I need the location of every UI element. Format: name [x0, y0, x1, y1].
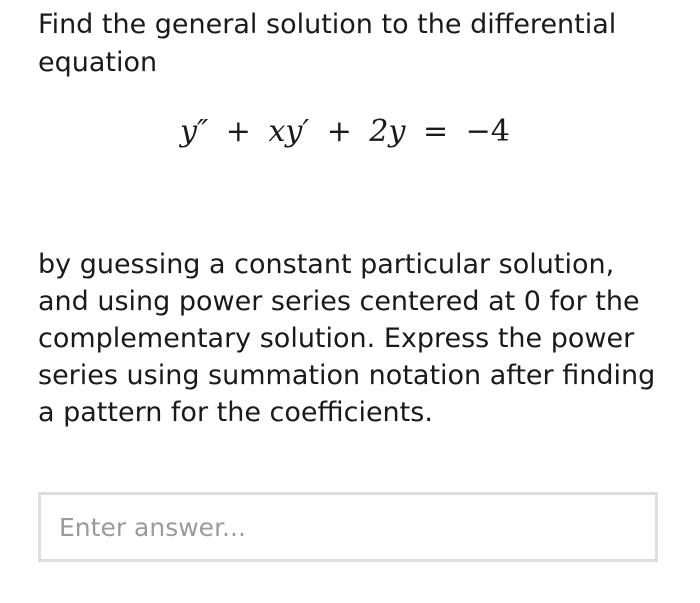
equation-term-xy-prime: xy′: [268, 114, 310, 149]
differential-equation: [0, 112, 690, 152]
equation-term-y-double-prime: y″: [180, 114, 209, 149]
question-instructions: by guessing a constant particular solution, and using power series centered at 0 for the complementary solution. Express the power series using summation notation after finding a pattern for the coefficients.: [38, 249, 656, 428]
equation-plus-sign: +: [326, 114, 352, 149]
equation-plus-sign: +: [225, 114, 251, 149]
equation-equals-sign: =: [422, 114, 449, 149]
equation-term-2y: 2y: [369, 114, 406, 149]
question-prompt: Find the general solution to the differential equation: [38, 9, 617, 78]
answer-input[interactable]: [38, 492, 658, 562]
equation-rhs: −4: [465, 114, 510, 149]
